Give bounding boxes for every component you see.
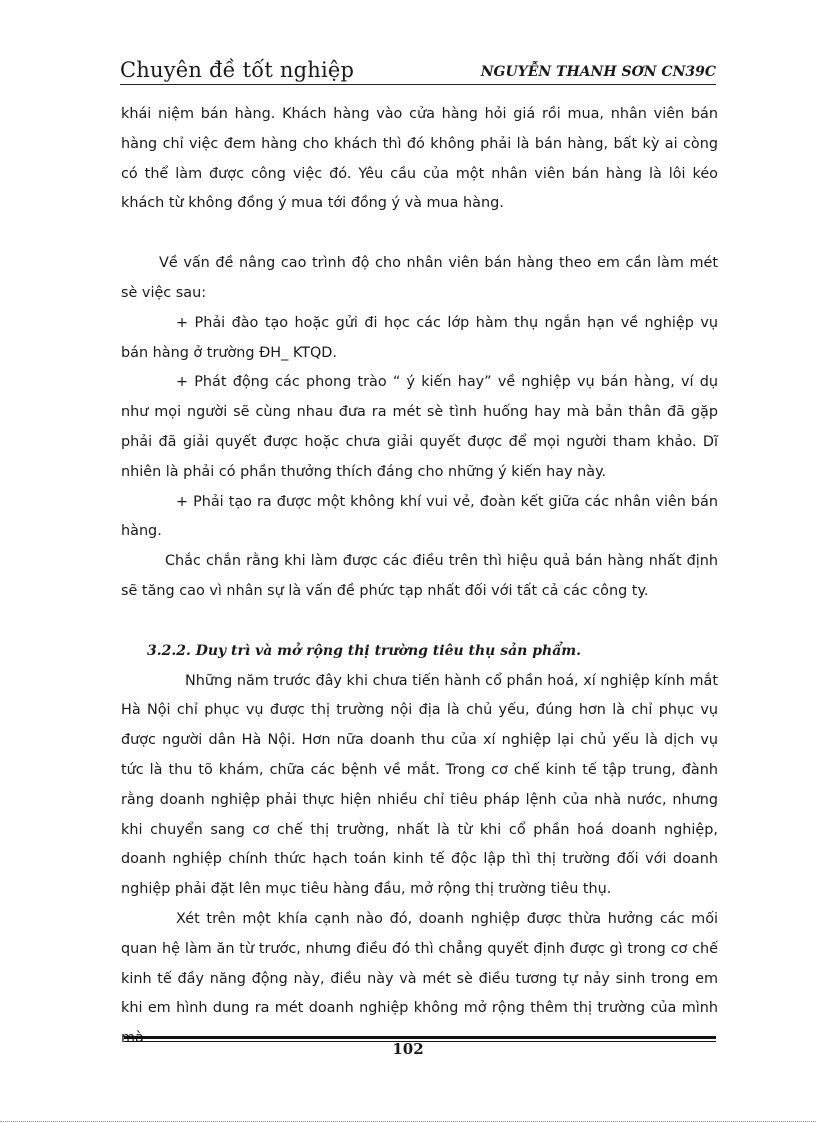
paragraph-1: khái niệm bán hàng. Khách hàng vào cửa hàng hỏi giá rồi mua, nhân viên bán hàng chỉ việc đem hàng cho khách thì đó không phải là bán hàng, bất kỳ ai còng có thể làm được công việc đó. Yêu cầu của một nhân viên bán hàng là lôi kéo khách từ không đồng ý mua tới đồng ý và mua hàng. xyxy=(121,106,718,212)
paragraph-2: Về vấn đề nâng cao trình độ cho nhân viên bán hàng theo em cần làm mét sè việc sau: xyxy=(121,255,718,301)
paragraph-4: + Phát động các phong trào “ ý kiến hay” về nghiệp vụ bán hàng, ví dụ như mọi người sẽ cùng nhau đưa ra mét sè tình huống hay mà bản thân đã gặp phải đã giải quyết được hoặc chưa giải quyết được để mọi người tham khảo. Dĩ nhiên là phải có phần thưởng thích đáng cho những ý kiến hay này. xyxy=(121,374,718,480)
paragraph-3: + Phải đào tạo hoặc gửi đi học các lớp hàm thụ ngắn hạn về nghiệp vụ bán hàng ở trường ĐH_ KTQD. xyxy=(121,314,718,361)
page-bottom-border xyxy=(0,1121,816,1122)
page-header xyxy=(120,58,716,84)
page-number: 102 xyxy=(392,1040,424,1058)
footer-rule-thick xyxy=(124,1036,716,1039)
paragraph-7: Những năm trước đây khi chưa tiến hành cổ phần hoá, xí nghiệp kính mắt Hà Nội chỉ phục vụ được thị trường nội địa là chủ yếu, đúng hơn là chỉ phục vụ được người dân Hà Nội. Hơn nữa doanh thu của xí nghiệp lại chủ yếu là dịch vụ tức là thu tõ khám, chữa các bệnh về mắt. Trong cơ chế kinh tế tập trung, đành rằng doanh nghiệp phải thực hiện nhiều chỉ tiêu pháp lệnh của nhà nước, nhưng khi chuyển sang cơ chế thị trường, nhất là từ khi cổ phần hoá doanh nghiệp, doanh nghiệp chính thức hạch toán kinh tế độc lập thì thị trường đối với doanh nghiệp phải đặt lên mục tiêu hàng đầu, mở rộng thị trường tiêu thụ. xyxy=(121,672,718,898)
paragraph-5: + Phải tạo ra được một không khí vui vẻ, đoàn kết giữa các nhân viên bán hàng. xyxy=(121,493,718,540)
paragraph-6: Chắc chắn rằng khi làm được các điều trên thì hiệu quả bán hàng nhất định sẽ tăng cao vì nhân sự là vấn đề phức tạp nhất đối với tất cả các công ty. xyxy=(121,553,718,599)
section-heading: 3.2.2. Duy trì và mở rộng thị trường tiêu thụ sản phẩm. xyxy=(147,642,581,659)
section-spacer xyxy=(121,607,718,637)
paragraph-spacer xyxy=(121,219,718,249)
page-body xyxy=(121,100,718,1054)
header-rule xyxy=(120,84,716,85)
document-title: Chuyên đề tốt nghiệp xyxy=(120,58,355,82)
author-name: NGUYỄN THANH SƠN CN39C xyxy=(480,64,716,80)
paragraph-8: Xét trên một khía cạnh nào đó, doanh nghiệp được thừa hưởng các mối quan hệ làm ăn từ trước, nhưng điều đó thì chẳng quyết định được gì trong cơ chế kinh tế đầy năng động này, điều này và mét sè điều tương tự nảy sinh trong em khi em hình dung ra mét doanh nghiệp không mở rộng thêm thị trường của mình mà xyxy=(121,910,718,1047)
